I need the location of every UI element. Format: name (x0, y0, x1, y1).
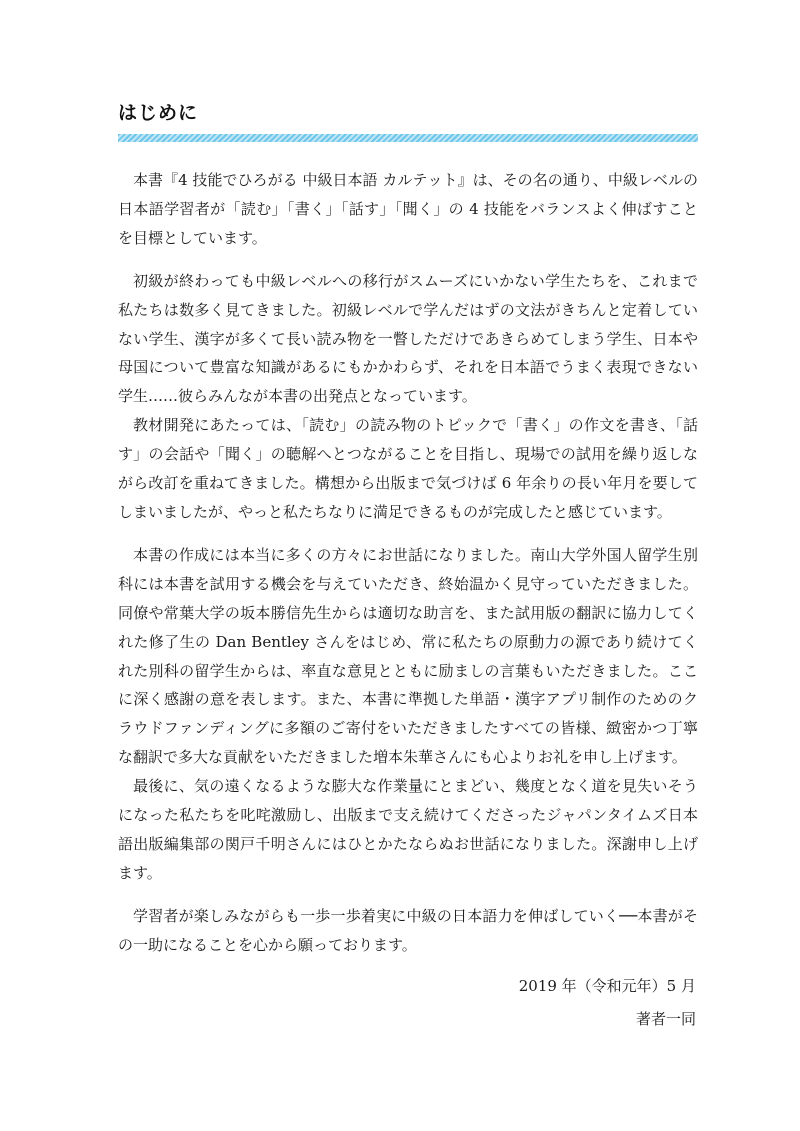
page-title: はじめに (118, 102, 199, 124)
body-text (118, 166, 698, 960)
paragraph-editor-thanks: 最後に、気の遠くなるような膨大な作業量にとまどい、幾度となく道を見失いそうになった私たちを叱咤激励し、出版まで支え続けてくださったジャパンタイムズ日本語出版編集部の関戸千明さんにはひとかたならぬお世話になりました。深謝申し上げます。 (118, 777, 698, 882)
paragraph-background: 初級が終わっても中級レベルへの移行がスムーズにいかない学生たちを、これまで私たちは数多く見てきました。初級レベルで学んだはずの文法がきちんと定着していない学生、漢字が多くて長い読み物を一瞥しただけであきらめてしまう学生、日本や母国について豊富な知識があるにもかかわらず、それを日本語でうまく表現できない学生……彼らみんなが本書の出発点となっています。 (118, 271, 698, 406)
paragraph-acknowledgements: 本書の作成には本当に多くの方々にお世話になりました。南山大学外国人留学生別科には本書を試用する機会を与えていただき、終始温かく見守っていただきました。同僚や常葉大学の坂本勝信先生からは適切な助言を、また試用版の翻訳に協力してくれた修了生の Dan Bentley さんをはじめ、常に私たちの原動力の源であり続けてくれた別科の留学生からは、率直な意見とともに励ましの言葉もいただきました。ここに深く感謝の意を表します。また、本書に準拠した単語・漢字アプリ制作のためのクラウドファンディングに多額のご寄付をいただきましたすべての皆様、緻密かつ丁寧な翻訳で多大な貢献をいただきました増本朱華さんにも心よりお礼を申し上げます。 (118, 545, 698, 767)
signature-author: 著者一同 (635, 1010, 696, 1028)
signature-date: 2019 年（令和元年）5 月 (518, 977, 696, 995)
paragraph-development: 教材開発にあたっては、「読む」の読み物のトピックで「書く」の作文を書き、「話す」の会話や「聞く」の聴解へとつながることを目指し、現場での試用を繰り返しながら改訂を重ねてきました。構想から出版まで気づけば 6 年余りの長い年月を要してしまいましたが、やっと私たちなりに満足できるものが完成したと感じています。 (118, 416, 698, 521)
title-underline (118, 134, 698, 142)
paragraph-closing: 学習者が楽しみながらも一歩一歩着実に中級の日本語力を伸ばしていく──本書がその一助になることを心から願っております。 (118, 906, 698, 954)
paragraph-intro: 本書『4 技能でひろがる 中級日本語 カルテット』は、その名の通り、中級レベルの日本語学習者が「読む」「書く」「話す」「聞く」の 4 技能をバランスよく伸ばすことを目標としています。 (118, 171, 698, 247)
